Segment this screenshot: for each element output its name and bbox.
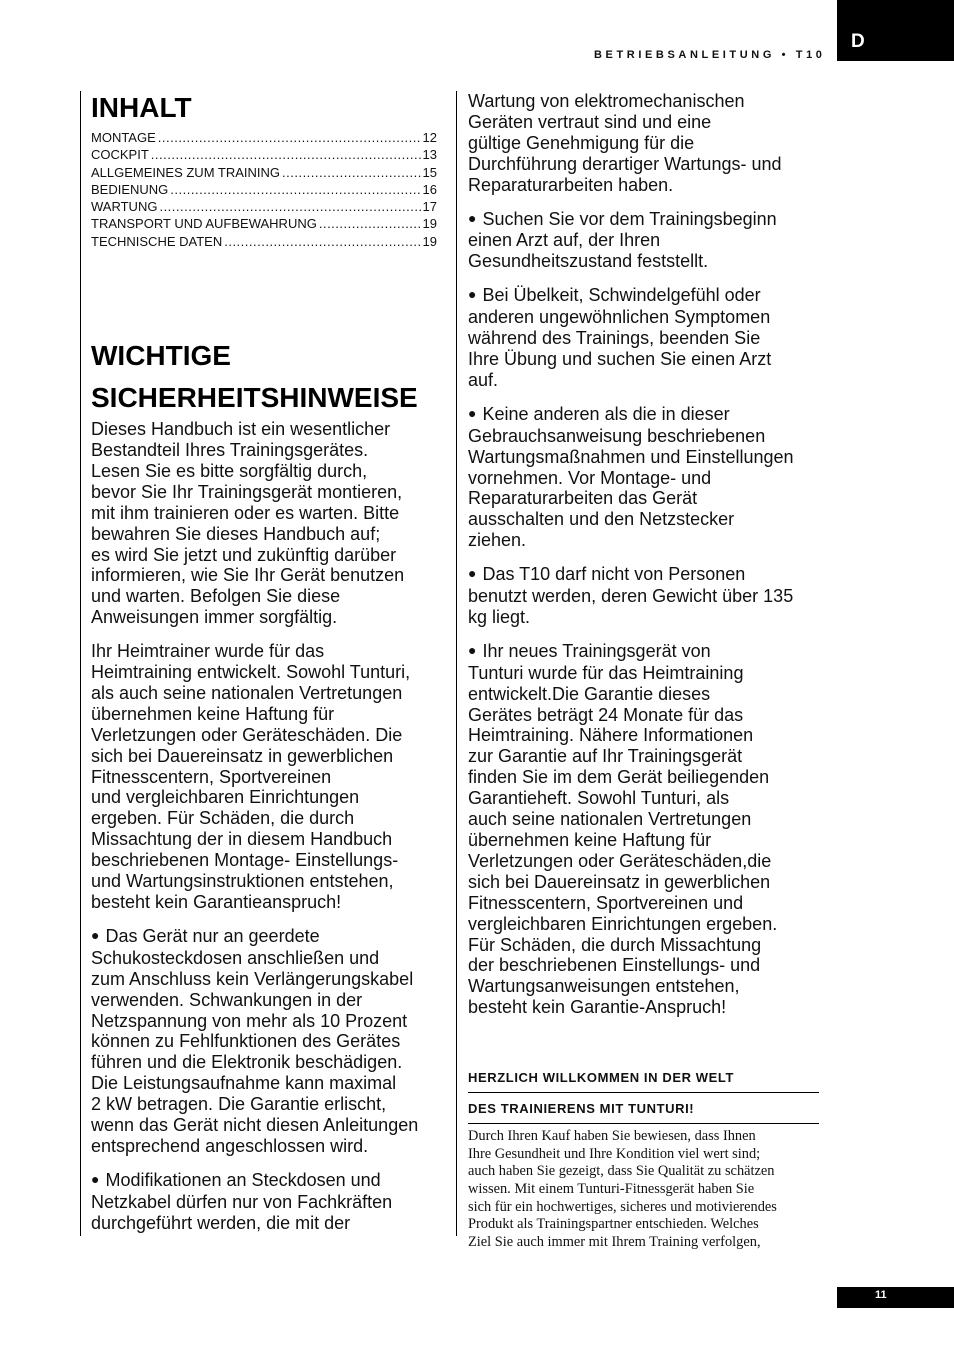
toc-entry-label: COCKPIT bbox=[91, 147, 149, 163]
text-line: Geräten vertraut sind und eine bbox=[468, 111, 712, 132]
text-line: Verletzungen oder Geräteschäden. Die bbox=[91, 724, 403, 745]
toc-entry-label: ALLGEMEINES ZUM TRAINING bbox=[91, 164, 281, 180]
text-line: informieren, wie Sie Ihr Gerät benutzen bbox=[91, 565, 405, 586]
text-line: Durchführung derartiger Wartungs- und bbox=[468, 153, 782, 174]
text-line: und warten. Befolgen Sie diese bbox=[91, 586, 341, 607]
bullet-weight bbox=[468, 564, 819, 628]
text-line: Das Gerät nur an geerdete bbox=[105, 925, 320, 946]
text-line: bevor Sie Ihr Trainingsgerät montieren, bbox=[91, 481, 403, 502]
text-line: vornehmen. Vor Montage- und bbox=[468, 467, 712, 488]
text-line: übernehmen keine Haftung für bbox=[91, 703, 335, 724]
bullet-doctor bbox=[468, 209, 819, 273]
text-line: Keine anderen als die in dieser bbox=[482, 403, 730, 424]
text-line: durchgeführt werden, die mit der bbox=[91, 1212, 351, 1233]
toc-leader-dots bbox=[159, 198, 420, 215]
text-line: besteht kein Garantieanspruch! bbox=[91, 892, 342, 913]
text-line: sich für ein hochwertiges, sicheres und motivierendes bbox=[468, 1198, 777, 1215]
text-line: Ihr Heimtrainer wurde für das bbox=[91, 641, 325, 662]
text-line: und Wartungsinstruktionen entstehen, bbox=[91, 871, 394, 892]
text-line: Bestandteil Ihres Trainingsgerätes. bbox=[91, 439, 369, 460]
text-line: Suchen Sie vor dem Trainingsbeginn bbox=[482, 208, 777, 229]
toc-entry-page: 16 bbox=[422, 181, 437, 197]
text-line: Netzspannung von mehr als 10 Prozent bbox=[91, 1010, 408, 1031]
bullet-dot-icon bbox=[468, 404, 482, 424]
welcome-heading: DES TRAINIERENS MIT TUNTURI! bbox=[468, 1093, 819, 1124]
toc-entry[interactable] bbox=[91, 233, 437, 250]
text-line: Gebrauchsanweisung beschriebenen bbox=[468, 425, 766, 446]
text-line: ausschalten und den Netzstecker bbox=[468, 509, 735, 530]
toc-entry-page: 19 bbox=[422, 233, 437, 249]
text-line: Das T10 darf nicht von Personen bbox=[482, 564, 746, 585]
intro-paragraph bbox=[91, 419, 446, 628]
bullet-dot-icon bbox=[468, 564, 482, 584]
bullet-dot-icon bbox=[468, 209, 482, 229]
bullet-maintenance bbox=[468, 404, 819, 551]
bullet-dot-icon bbox=[468, 641, 482, 661]
safety-title-line: WICHTIGE bbox=[91, 340, 231, 372]
text-line: benutzt werden, deren Gewicht über 135 bbox=[468, 586, 794, 607]
text-line: Heimtraining. Nähere Informationen bbox=[468, 725, 754, 746]
toc-leader-dots bbox=[151, 146, 421, 163]
text-line: anderen ungewöhnlichen Symptomen bbox=[468, 307, 771, 328]
text-line: sich bei Dauereinsatz in gewerblichen bbox=[91, 745, 394, 766]
text-line: Ziel Sie auch immer mit Ihrem Training verfolgen, bbox=[468, 1233, 761, 1250]
text-line: Wartungsanweisungen entstehen, bbox=[468, 976, 740, 997]
text-line: auch seine nationalen Vertretungen bbox=[468, 809, 752, 830]
text-line: Die Leistungsaufnahme kann maximal bbox=[91, 1073, 397, 1094]
welcome-heading: HERZLICH WILLKOMMEN IN DER WELT bbox=[468, 1062, 819, 1093]
text-line: 2 kW betragen. Die Garantie erlischt, bbox=[91, 1094, 387, 1115]
text-line: Gerätes beträgt 24 Monate für das bbox=[468, 704, 744, 725]
text-line: verwenden. Schwankungen in der bbox=[91, 989, 363, 1010]
toc-entry[interactable] bbox=[91, 181, 437, 198]
text-line: zur Garantie auf Ihr Trainingsgerät bbox=[468, 746, 743, 767]
toc-entry-page: 12 bbox=[422, 130, 437, 145]
running-header: BETRIEBSANLEITUNG • T10 bbox=[594, 49, 826, 61]
bullet-dot-icon bbox=[91, 1170, 105, 1190]
text-line: sich bei Dauereinsatz in gewerblichen bbox=[468, 871, 771, 892]
text-line: während des Trainings, beenden Sie bbox=[468, 328, 761, 349]
text-line: beschriebenen Montage- Einstellungs- bbox=[91, 850, 399, 871]
text-line: Für Schäden, die durch Missachtung bbox=[468, 934, 762, 955]
toc-entry-page: 19 bbox=[422, 216, 437, 232]
text-line: Gesundheitszustand feststellt. bbox=[468, 251, 709, 272]
text-line: ziehen. bbox=[468, 530, 527, 551]
continuation-paragraph bbox=[468, 91, 819, 196]
toc-entry[interactable] bbox=[91, 164, 437, 181]
bullet-socket bbox=[91, 926, 446, 1157]
text-line: Netzkabel dürfen nur von Fachkräften bbox=[91, 1191, 393, 1212]
toc-entry-page: 13 bbox=[422, 147, 437, 163]
text-line: zum Anschluss kein Verlängerungskabel bbox=[91, 968, 414, 989]
toc-entry-label: WARTUNG bbox=[91, 199, 158, 215]
toc-entry-label: TRANSPORT UND AUFBEWAHRUNG bbox=[91, 216, 317, 232]
toc-leader-dots bbox=[170, 181, 420, 198]
text-line: auch haben Sie gezeigt, dass Sie Qualität zu schätzen bbox=[468, 1163, 775, 1180]
toc-entry[interactable] bbox=[91, 198, 437, 215]
toc-entry-page: 17 bbox=[422, 199, 437, 215]
toc-entry-page: 15 bbox=[422, 164, 437, 180]
safety-title bbox=[91, 335, 446, 419]
text-line: Lesen Sie es bitte sorgfältig durch, bbox=[91, 460, 368, 481]
left-column bbox=[80, 91, 446, 1236]
toc-leader-dots bbox=[319, 215, 421, 232]
text-line: Modifikationen an Steckdosen und bbox=[105, 1169, 381, 1190]
language-tab-label: D bbox=[851, 31, 865, 52]
text-line: Fitnesscentern, Sportvereinen und bbox=[468, 892, 744, 913]
text-line: Tunturi wurde für das Heimtraining bbox=[468, 662, 744, 683]
text-line: Reparaturarbeiten das Gerät bbox=[468, 488, 698, 509]
toc-entry[interactable] bbox=[91, 215, 437, 232]
page-number-box bbox=[837, 1287, 954, 1308]
text-line: entsprechend angeschlossen wird. bbox=[91, 1135, 369, 1156]
text-line: Ihre Übung und suchen Sie einen Arzt bbox=[468, 348, 772, 369]
text-line: Missachtung der in diesem Handbuch bbox=[91, 829, 393, 850]
text-line: es wird Sie jetzt und zukünftig darüber bbox=[91, 544, 397, 565]
text-line: Wartung von elektromechanischen bbox=[468, 91, 745, 111]
text-line: besteht kein Garantie-Anspruch! bbox=[468, 997, 727, 1018]
text-line: ergeben. Für Schäden, die durch bbox=[91, 808, 355, 829]
text-line: entwickelt.Die Garantie dieses bbox=[468, 683, 711, 704]
text-line: Dieses Handbuch ist ein wesentlicher bbox=[91, 419, 391, 440]
text-line: wissen. Mit einem Tunturi-Fitnessgerät haben Sie bbox=[468, 1180, 755, 1197]
text-line: finden Sie im dem Gerät beiliegenden bbox=[468, 767, 770, 788]
toc-leader-dots bbox=[224, 233, 420, 250]
toc-entry-label: BEDIENUNG bbox=[91, 181, 169, 197]
text-line: vergleichbaren Einrichtungen ergeben. bbox=[468, 913, 778, 934]
page-number: 11 bbox=[875, 1289, 887, 1301]
toc-entry-label: MONTAGE bbox=[91, 130, 156, 145]
text-line: können zu Fehlfunktionen des Gerätes bbox=[91, 1031, 401, 1052]
toc-title: INHALT bbox=[91, 92, 192, 123]
text-line: Garantieheft. Sowohl Tunturi, als bbox=[468, 788, 730, 809]
bullet-modifications bbox=[91, 1170, 446, 1234]
text-line: Schukosteckdosen anschließen und bbox=[91, 947, 380, 968]
text-line: einen Arzt auf, der Ihren bbox=[468, 230, 661, 251]
text-line: führen und die Elektronik beschädigen. bbox=[91, 1052, 403, 1073]
toc-entry-label: TECHNISCHE DATEN bbox=[91, 233, 223, 249]
text-line: Reparaturarbeiten haben. bbox=[468, 174, 674, 195]
text-line: Verletzungen oder Geräteschäden,die bbox=[468, 850, 772, 871]
table-of-contents bbox=[91, 129, 437, 250]
home-trainer-paragraph bbox=[91, 641, 446, 913]
text-line: Durch Ihren Kauf haben Sie bewiesen, dass Ihnen bbox=[468, 1128, 756, 1145]
bullet-dot-icon bbox=[468, 285, 482, 305]
right-column bbox=[456, 91, 819, 1250]
text-line: wenn das Gerät nicht diesen Anleitungen bbox=[91, 1115, 419, 1136]
text-line: Heimtraining entwickelt. Sowohl Tunturi, bbox=[91, 662, 411, 683]
text-line: mit ihm trainieren oder es warten. Bitte bbox=[91, 502, 400, 523]
text-line: Ihr neues Trainingsgerät von bbox=[482, 640, 711, 661]
text-line: Bei Übelkeit, Schwindelgefühl oder bbox=[482, 285, 761, 306]
text-line: Wartungsmaßnahmen und Einstellungen bbox=[468, 446, 794, 467]
text-line: Anweisungen immer sorgfältig. bbox=[91, 607, 338, 628]
text-line: als auch seine nationalen Vertretungen bbox=[91, 682, 403, 703]
text-line: der beschriebenen Einstellungs- und bbox=[468, 955, 761, 976]
safety-title-line: SICHERHEITSHINWEISE bbox=[91, 382, 418, 414]
text-line: Ihre Gesundheit und Ihre Kondition viel wert sind; bbox=[468, 1145, 761, 1162]
toc-entry[interactable] bbox=[91, 146, 437, 163]
bullet-warranty bbox=[468, 641, 819, 1018]
text-line: gültige Genehmigung für die bbox=[468, 132, 695, 153]
text-line: kg liegt. bbox=[468, 606, 531, 627]
text-line: bewahren Sie dieses Handbuch auf; bbox=[91, 523, 381, 544]
text-line: Produkt als Trainingspartner entschieden. Welches bbox=[468, 1216, 759, 1233]
language-tab bbox=[837, 0, 954, 61]
bullet-symptoms bbox=[468, 285, 819, 391]
toc-entry[interactable] bbox=[91, 129, 437, 146]
text-line: und vergleichbaren Einrichtungen bbox=[91, 787, 360, 808]
bullet-dot-icon bbox=[91, 926, 105, 946]
text-line: übernehmen keine Haftung für bbox=[468, 830, 712, 850]
text-line: Fitnesscentern, Sportvereinen bbox=[91, 766, 332, 787]
text-line: auf. bbox=[468, 369, 499, 390]
welcome-paragraph bbox=[468, 1128, 819, 1251]
toc-leader-dots bbox=[282, 164, 421, 181]
toc-leader-dots bbox=[158, 129, 421, 146]
